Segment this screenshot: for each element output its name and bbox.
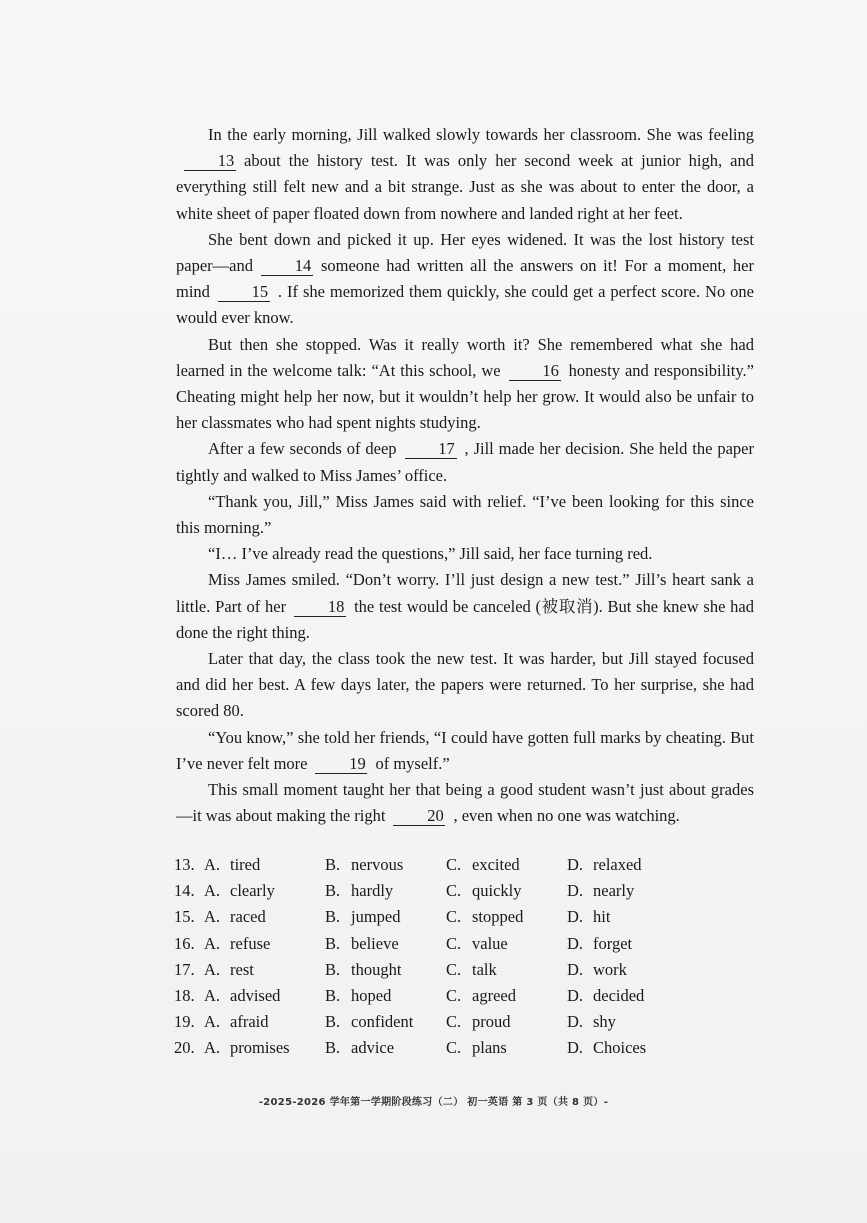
option-a[interactable] [204, 904, 325, 930]
option-text: excited [472, 855, 520, 874]
option-b[interactable] [325, 931, 446, 957]
option-letter: D. [567, 985, 584, 1005]
option-b[interactable] [325, 1009, 446, 1035]
option-text: advised [230, 985, 281, 1005]
option-letter: C. [446, 959, 462, 979]
option-row [174, 1009, 714, 1035]
option-text: rest [230, 959, 254, 979]
option-d[interactable] [567, 852, 677, 878]
question-number: 17. [174, 959, 195, 979]
option-b[interactable] [325, 904, 446, 930]
option-a[interactable] [204, 983, 325, 1009]
option-text: proud [472, 1012, 511, 1032]
option-text: hit [593, 907, 611, 927]
option-letter: A. [204, 985, 221, 1005]
option-letter: C. [446, 881, 462, 901]
option-letter: C. [446, 1038, 462, 1058]
paragraph-7: Miss James smiled. “Don’t worry. I’ll just design a new test.” Jill’s heart sank a little. Part of her 18 the test would be canceled (被取消). But she knew she had done the right thing. [176, 570, 754, 642]
option-text: nearly [593, 881, 635, 901]
option-text: work [593, 959, 627, 979]
option-text: hoped [351, 985, 392, 1005]
option-text: shy [593, 1012, 616, 1032]
option-letter: D. [567, 907, 584, 927]
blank-14[interactable]: 14 [261, 257, 313, 276]
option-letter: C. [446, 1012, 462, 1032]
blank-16[interactable]: 16 [509, 362, 561, 381]
option-d[interactable] [567, 983, 677, 1009]
option-b[interactable] [325, 852, 446, 878]
question-number: 16. [174, 933, 195, 953]
option-d[interactable] [567, 1009, 677, 1035]
question-number: 13. [174, 855, 195, 874]
question-number: 20. [174, 1038, 195, 1058]
option-a[interactable] [204, 957, 325, 983]
option-text: tired [230, 855, 261, 874]
option-row [174, 931, 714, 957]
option-text: refuse [230, 933, 271, 953]
option-a[interactable] [204, 931, 325, 957]
option-text: jumped [351, 907, 401, 927]
option-letter: B. [325, 881, 341, 901]
option-row [174, 852, 714, 878]
option-letter: C. [446, 907, 462, 927]
option-text: raced [230, 907, 266, 927]
option-letter: B. [325, 959, 341, 979]
option-text: forget [593, 933, 633, 953]
option-row [174, 878, 714, 904]
paragraph-6: “I… I’ve already read the questions,” Jill said, her face turning red. [208, 544, 653, 564]
option-a[interactable] [204, 1009, 325, 1035]
option-letter: D. [567, 1038, 584, 1058]
blank-19[interactable]: 19 [315, 755, 367, 774]
option-letter: A. [204, 933, 221, 953]
option-text: hardly [351, 881, 394, 901]
option-letter: D. [567, 933, 584, 953]
option-letter: A. [204, 881, 221, 901]
option-d[interactable] [567, 904, 677, 930]
option-b[interactable] [325, 878, 446, 904]
paragraph-4: After a few seconds of deep 17 , Jill made her decision. She held the paper tightly and walked to Miss James’ office. [176, 439, 754, 485]
option-c[interactable] [446, 957, 567, 983]
option-c[interactable] [446, 852, 567, 878]
option-d[interactable] [567, 878, 677, 904]
option-text: clearly [230, 881, 275, 901]
blank-13[interactable]: 13 [184, 152, 236, 171]
option-b[interactable] [325, 1035, 446, 1061]
option-letter: D. [567, 881, 584, 901]
option-row [174, 957, 714, 983]
paragraph-3: But then she stopped. Was it really worth it? She remembered what she had learned in the welcome talk: “At this school, we 16 honesty and responsibility.” Cheating might help her now, but it wouldn’t help her grow. It would also be unfair to her classmates who had spent nights studying. [176, 334, 754, 433]
option-text: plans [472, 1038, 507, 1058]
option-d[interactable] [567, 931, 677, 957]
option-letter: C. [446, 855, 462, 874]
option-letter: B. [325, 985, 341, 1005]
option-letter: D. [567, 855, 584, 874]
question-number: 15. [174, 907, 195, 927]
question-number: 19. [174, 1012, 195, 1032]
option-text: promises [230, 1038, 290, 1058]
option-c[interactable] [446, 904, 567, 930]
option-text: decided [593, 985, 645, 1005]
page-footer: -2025-2026 学年第一学期阶段练习（二） 初一英语 第 3 页（共 8 页）- [258, 1097, 609, 1108]
option-letter: B. [325, 1038, 341, 1058]
option-text: relaxed [593, 855, 642, 874]
option-letter: A. [204, 1012, 221, 1032]
option-text: Choices [593, 1038, 647, 1058]
option-a[interactable] [204, 1035, 325, 1061]
option-row [174, 1035, 714, 1061]
paragraph-5: “Thank you, Jill,” Miss James said with relief. “I’ve been looking for this since this morning.” [176, 491, 754, 538]
option-c[interactable] [446, 1035, 567, 1061]
option-b[interactable] [325, 957, 446, 983]
option-letter: A. [204, 1038, 221, 1058]
option-letter: B. [325, 933, 341, 953]
option-text: thought [351, 959, 402, 979]
option-text: advice [351, 1038, 395, 1058]
option-letter: C. [446, 933, 462, 953]
blank-18[interactable]: 18 [294, 598, 346, 617]
option-text: quickly [472, 881, 522, 901]
option-text: value [472, 933, 508, 953]
option-row [174, 983, 714, 1009]
question-number: 14. [174, 881, 195, 901]
option-d[interactable] [567, 1035, 677, 1061]
answer-options [174, 852, 714, 1062]
option-letter: B. [325, 855, 341, 874]
option-letter: A. [204, 855, 221, 874]
option-text: agreed [472, 985, 516, 1005]
blank-15[interactable]: 15 [218, 283, 270, 302]
option-text: talk [472, 959, 497, 979]
option-d[interactable] [567, 957, 677, 983]
question-number: 18. [174, 985, 195, 1005]
option-letter: D. [567, 1012, 584, 1032]
option-c[interactable] [446, 878, 567, 904]
option-letter: A. [204, 959, 221, 979]
option-row [174, 904, 714, 930]
option-a[interactable] [204, 852, 325, 878]
option-letter: B. [325, 907, 341, 927]
paragraph-2: She bent down and picked it up. Her eyes widened. It was the lost history test paper—and 14 someone had written all the answers on it! For a moment, her mind 15 . If she memorized them quickly, she could get a perfect score. No one would ever know. [176, 229, 754, 328]
option-text: confident [351, 1012, 414, 1032]
option-text: believe [351, 933, 399, 953]
option-c[interactable] [446, 931, 567, 957]
option-letter: D. [567, 959, 584, 979]
blank-17[interactable]: 17 [405, 440, 457, 459]
option-c[interactable] [446, 983, 567, 1009]
option-a[interactable] [204, 878, 325, 904]
paragraph-9: “You know,” she told her friends, “I could have gotten full marks by cheating. But I’ve never felt more 19 of myself.” [176, 727, 754, 773]
option-c[interactable] [446, 1009, 567, 1035]
cloze-passage [176, 122, 754, 829]
option-letter: A. [204, 907, 221, 927]
option-letter: B. [325, 1012, 341, 1032]
blank-20[interactable]: 20 [393, 807, 445, 826]
option-b[interactable] [325, 983, 446, 1009]
paragraph-10: This small moment taught her that being a good student wasn’t just about grades—it was about making the right 20 , even when no one was watching. [176, 780, 754, 826]
option-text: nervous [351, 855, 404, 874]
option-letter: C. [446, 985, 462, 1005]
paragraph-1: In the early morning, Jill walked slowly towards her classroom. She was feeling13 about the history test. It was only her second week at junior high, and everything still felt new and a bit strange. Just as she was about to enter the door, a white sheet of paper floated down from nowhere and landed right at her feet. [176, 125, 754, 223]
paragraph-8: Later that day, the class took the new test. It was harder, but Jill stayed focused and did her best. A few days later, the papers were returned. To her surprise, she had scored 80. [176, 649, 754, 721]
option-text: afraid [230, 1012, 269, 1032]
option-text: stopped [472, 907, 524, 927]
